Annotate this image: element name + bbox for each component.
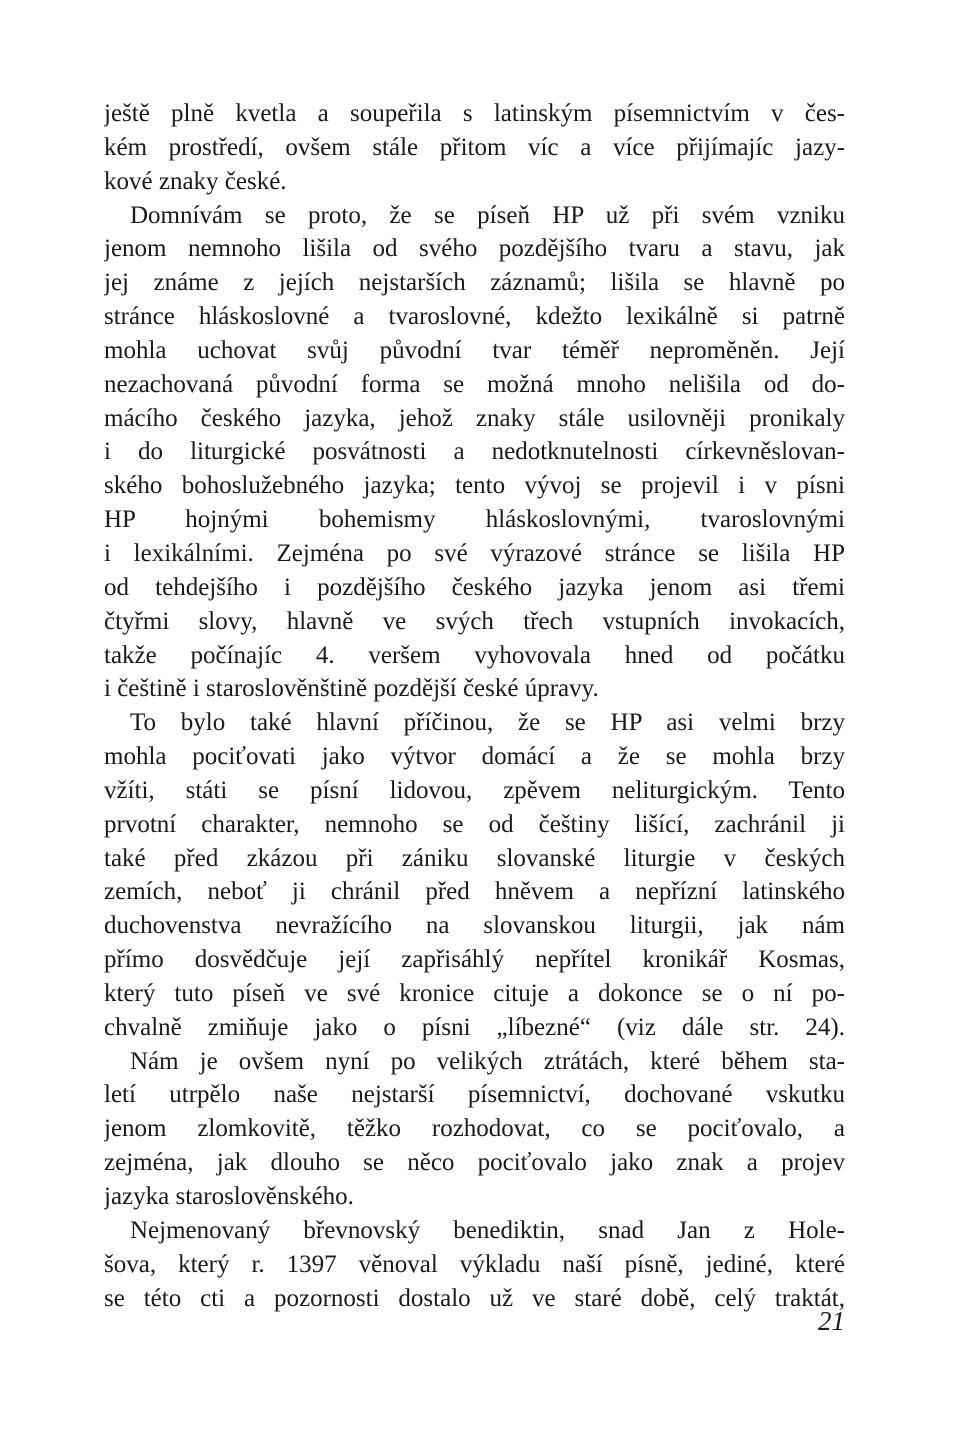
text-line: mohla uchovat svůj původní tvar téměř nepromĕněn. Její bbox=[104, 336, 845, 364]
text-line: od tehdejšího i pozdějšího českého jazyka jenom asi třemi bbox=[104, 573, 845, 601]
text-line: zejména, jak dlouho se něco pociťovalo jako znak a projev bbox=[104, 1149, 845, 1177]
text-line: duchovenstva nevražícího na slovanskou liturgii, jak nám bbox=[104, 912, 845, 940]
text-line: vžíti, státi se písní lidovou, zpěvem neliturgickým. Tento bbox=[104, 776, 845, 804]
text-line: i do liturgické posvátnosti a nedotknutelnosti církevněslovan- bbox=[104, 438, 845, 466]
text-line: zemích, neboť ji chránil před hněvem a nepřízní latinského bbox=[104, 878, 845, 906]
text-line: HP hojnými bohemismy hláskoslovnými, tvaroslovnými bbox=[104, 506, 845, 534]
text-line: také před zkázou při zániku slovanské liturgie v českých bbox=[104, 844, 845, 872]
text-line: jazyka staroslověnského. bbox=[104, 1183, 354, 1210]
text-line: stránce hláskoslovné a tvaroslovné, kdežto lexikálně si patrně bbox=[104, 303, 845, 331]
text-line: takže počínajíc 4. veršem vyhovovala hned od počátku bbox=[104, 641, 845, 669]
text-line: kém prostředí, ovšem stále přitom víc a více přijímajíc jazy- bbox=[104, 133, 845, 161]
text-line: i lexikálními. Zejména po své výrazové stránce se lišila HP bbox=[104, 539, 845, 567]
text-line: mácího českého jazyka, jehož znaky stále usilovněji pronikaly bbox=[104, 404, 845, 432]
text-line: chvalně zmiňuje jako o písni „líbezné“ (viz dále str. 24). bbox=[104, 1013, 845, 1041]
text-line: kové znaky české. bbox=[104, 167, 287, 195]
page-number: 21 bbox=[818, 1306, 845, 1336]
text-line: se této cti a pozornosti dostalo už ve staré době, celý traktát, bbox=[104, 1284, 845, 1312]
text-line: přímo dosvědčuje její zapřisáhlý nepřítel kronikář Kosmas, bbox=[104, 946, 845, 974]
text-line: Nám je ovšem nyní po velikých ztrátách, které během sta- bbox=[130, 1047, 845, 1075]
text-line: i češtině i staroslověnštině pozdější české úpravy. bbox=[104, 675, 599, 703]
text-line: Domnívám se proto, že se píseň HP už při svém vzniku bbox=[130, 201, 845, 229]
text-line: který tuto píseň ve své kronice cituje a dokonce se o ní po- bbox=[104, 979, 845, 1007]
text-line: Nejmenovaný břevnovský benediktin, snad Jan z Hole- bbox=[130, 1216, 845, 1244]
text-line: šova, který r. 1397 věnoval výkladu naší písně, jediné, které bbox=[104, 1250, 845, 1278]
text-line: jej známe z jejích nejstarších záznamů; lišila se hlavně po bbox=[104, 269, 845, 297]
text-line: prvotní charakter, nemnoho se od češtiny lišící, zachránil ji bbox=[104, 810, 845, 838]
text-line: mohla pociťovati jako výtvor domácí a že se mohla brzy bbox=[104, 743, 845, 771]
text-line: jenom zlomkovitě, těžko rozhodovat, co se pociťovalo, a bbox=[104, 1115, 845, 1143]
text-line: ského bohoslužebného jazyka; tento vývoj se projevil i v písni bbox=[104, 472, 845, 500]
text-line: čtyřmi slovy, hlavně ve svých třech vstupních invokacích, bbox=[104, 607, 845, 635]
text-line: jenom nemnoho lišila od svého pozdějšího tvaru a stavu, jak bbox=[104, 235, 845, 263]
text-line: ještě plně kvetla a soupeřila s latinským písemnictvím v čes- bbox=[104, 100, 845, 127]
text-line: nezachovaná původní forma se možná mnoho nelišila od do- bbox=[104, 370, 845, 398]
text-line: To bylo také hlavní příčinou, že se HP asi velmi brzy bbox=[130, 709, 845, 737]
text-line: letí utrpělo naše nejstarší písemnictví, dochované vskutku bbox=[104, 1081, 845, 1109]
page-body bbox=[104, 97, 845, 1315]
